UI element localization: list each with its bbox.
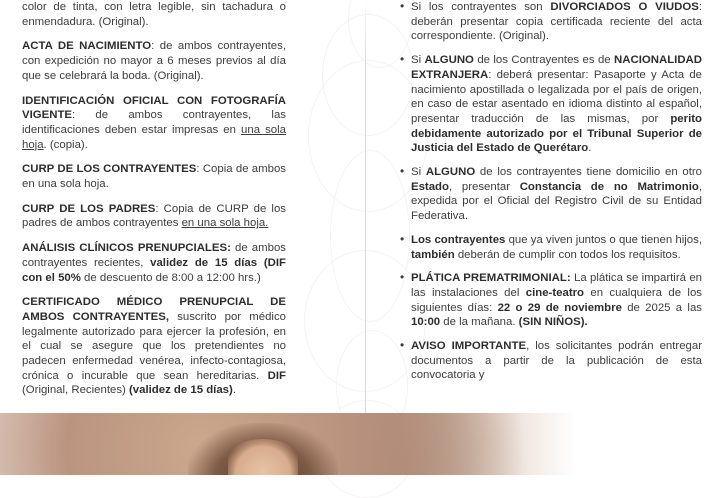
requirements-list-right [400, 0, 702, 383]
analisis-clinicos-prenupciales: ANÁLISIS CLÍNICOS PRENUPCIALES: de ambos contrayentes recientes, validez de 15 días (DIF con el 50% de descuento de 8:00 a 12:00 hrs.) [22, 242, 286, 284]
constancia-de-no-matrimonio: • Si ALGUNO de los contrayentes tiene domicilio en otro Estado, presentar Constancia de no Matrimonio, expedida por el Oficial del Registro Civil de su Entidad Federativa. [400, 165, 702, 224]
curp-de-los-padres: CURP DE LOS PADRES: Copia de CURP de los padres de ambos contrayentes en una sola hoja. [22, 202, 286, 230]
certificado-medico-prenupcial: CERTIFICADO MÉDICO PRENUPCIAL DE AMBOS CONTRAYENTES, suscrito por médico legalmente autorizado para ejercer la profesión, en el cual se asegure que los pretendientes no padecen enfermedad venérea, infecto-contagiosa, crónica o incurable que sean hereditarias. DIF (Original, Recientes) (validez de 15 días). [22, 296, 286, 397]
aviso-importante: • AVISO IMPORTANTE, los solicitantes podrán entregar documentos a partir de la publicación de esta convocatoria y [400, 339, 702, 383]
nacionalidad-extranjera: • Si ALGUNO de los Contrayentes es de NACIONALIDAD EXTRANJERA: deberá presentar: Pasaporte y Acta de nacimiento apostillada o legalizada por el país de origen, en caso de estar asentado en idioma distinto al español, presentar traducción de las mismas, por perito debidamente autorizado por el Tribunal Superior de Justicia del Estado de Querétaro. [400, 53, 702, 156]
curp-de-los-contrayentes: CURP DE LOS CONTRAYENTES: Copia de ambos en una sola hoja. [22, 163, 286, 191]
requirements-list-left [22, 0, 286, 398]
requirements-left-column [0, 0, 300, 475]
requirements-right-column [400, 0, 720, 475]
acta-nacimiento-fragment-top: color de tinta, con letra legible, sin tachadura o enmendadura. (Original). [22, 1, 286, 28]
contrayentes-que-viven-juntos: • Los contrayentes que ya viven juntos o que tienen hijos, también deberán de cumplir con todos los requisitos. [400, 233, 702, 262]
platica-prematrimonial: • PLÁTICA PREMATRIMONIAL: La plática se impartirá en las instalaciones del cine-teatro en cualquiera de los siguientes días: 22 o 29 de noviembre de 2025 a las 10:00 de la mañana. (SIN NIÑOS). [400, 271, 702, 330]
ornament-gutter [300, 0, 400, 475]
identificacion-oficial-con-fotografia: IDENTIFICACIÓN OFICIAL CON FOTOGRAFÍA VIGENTE: de ambos contrayentes, las identificaciones deben estar impresas en una sola hoja. (copia). [22, 94, 286, 151]
acta-de-nacimiento: ACTA DE NACIMIENTO: de ambos contrayentes, con expedición no mayor a 6 meses previos al día que se celebrará la boda. (Original). [22, 40, 286, 82]
divorciados-o-viudos: • Si los contrayentes son DIVORCIADOS O VIUDOS: deberán presentar copia certificada reciente del acta correspondiente. (Original). [400, 0, 702, 44]
